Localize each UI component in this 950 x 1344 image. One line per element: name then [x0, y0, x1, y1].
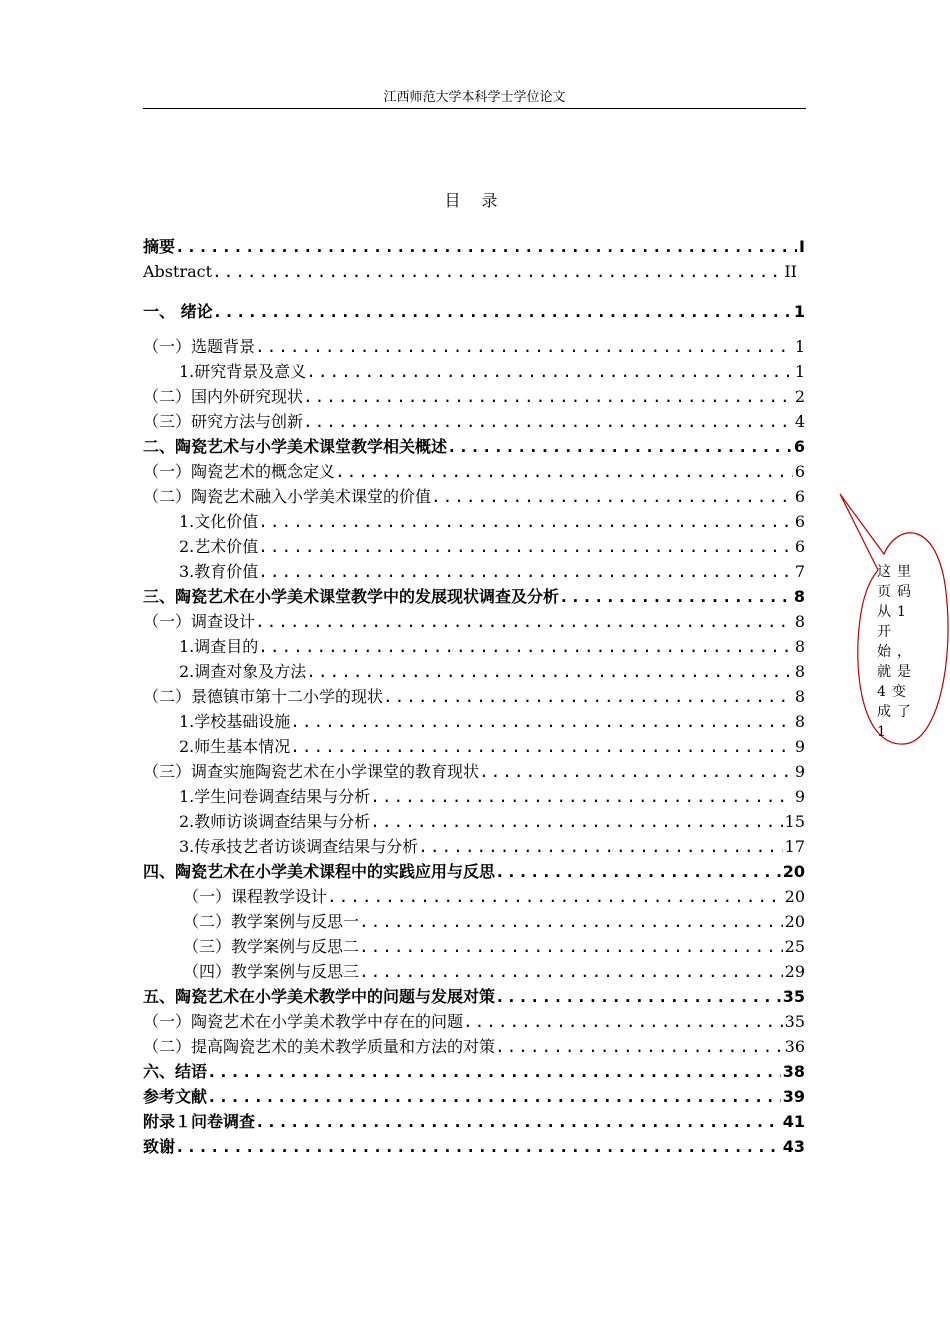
- toc-entry[interactable]: [183, 886, 805, 908]
- toc-dot-leader: [175, 1136, 781, 1158]
- toc-entry-page: 1: [793, 302, 805, 321]
- toc-dot-leader: [258, 636, 793, 658]
- toc-dot-leader: [359, 911, 783, 933]
- toc-entry[interactable]: [143, 586, 805, 608]
- toc-entry[interactable]: [143, 436, 805, 458]
- toc-entry[interactable]: [183, 911, 805, 933]
- toc-entry-title: （一）陶瓷艺术在小学美术教学中存在的问题: [143, 1012, 464, 1031]
- toc-entry-page: 15: [784, 812, 805, 831]
- toc-entry-title: （一）课程教学设计: [183, 887, 328, 906]
- toc-entry-page: 6: [794, 512, 805, 531]
- toc-entry-title: （一）选题背景: [143, 337, 256, 356]
- toc-entry-title: 2.师生基本情况: [179, 737, 291, 756]
- toc-entry[interactable]: [143, 1111, 805, 1133]
- toc-dot-leader: [383, 686, 793, 708]
- toc-entry-page: 8: [794, 662, 805, 681]
- toc-dot-leader: [359, 936, 783, 958]
- toc-entry-page: 8: [794, 637, 805, 656]
- toc-dot-leader: [212, 261, 782, 283]
- toc-entry-title: 1.调查目的: [179, 637, 259, 656]
- toc-entry-title: Abstract: [143, 262, 213, 281]
- toc-entry-page: 8: [794, 712, 805, 731]
- callout-comment-text: 这里页码从1开始，就是4变成了1: [877, 564, 917, 740]
- toc-entry-page: 41: [782, 1112, 805, 1131]
- toc-entry-title: 3.传承技艺者访谈调查结果与分析: [179, 837, 419, 856]
- toc-dot-leader: [306, 661, 793, 683]
- toc-entry[interactable]: [143, 686, 805, 708]
- toc-entry[interactable]: [183, 936, 805, 958]
- toc-entry-title: 2.教师访谈调查结果与分析: [179, 812, 371, 831]
- toc-entry-page: 20: [784, 912, 805, 931]
- toc-entry-page: 4: [794, 412, 805, 431]
- toc-entry[interactable]: [179, 736, 805, 758]
- toc-dot-leader: [255, 1111, 781, 1133]
- toc-entry-page: 8: [793, 587, 805, 606]
- toc-dot-leader: [370, 811, 782, 833]
- toc-entry-page: 6: [793, 437, 805, 456]
- toc-entry[interactable]: [183, 961, 805, 983]
- toc-entry-page: 9: [794, 762, 805, 781]
- toc-entry-title: （二）教学案例与反思一: [183, 912, 360, 931]
- toc-dot-leader: [495, 986, 781, 1008]
- toc-entry[interactable]: [179, 786, 805, 808]
- toc-dot-leader: [479, 761, 793, 783]
- toc-dot-leader: [213, 301, 792, 323]
- toc-entry[interactable]: [143, 261, 797, 283]
- toc-entry[interactable]: [179, 711, 805, 733]
- toc-entry[interactable]: [179, 836, 805, 858]
- toc-dot-leader: [258, 536, 793, 558]
- toc-dot-leader: [290, 736, 793, 758]
- toc-entry[interactable]: [179, 661, 805, 683]
- toc-entry-page: 17: [784, 837, 805, 856]
- toc-dot-leader: [559, 586, 792, 608]
- toc-entry-title: （一）陶瓷艺术的概念定义: [143, 462, 336, 481]
- toc-entry[interactable]: [179, 811, 805, 833]
- toc-entry-title: （一）调查设计: [143, 612, 256, 631]
- running-header: 江西师范大学本科学士学位论文: [383, 90, 566, 105]
- toc-entry-title: （二）陶瓷艺术融入小学美术课堂的价值: [143, 487, 432, 506]
- toc-entry-title: （二）景德镇市第十二小学的现状: [143, 687, 384, 706]
- toc-entry-title: 1.学校基础设施: [179, 712, 291, 731]
- toc-entry-title: 2.调查对象及方法: [179, 662, 307, 681]
- toc-entry-title: （三）教学案例与反思二: [183, 937, 360, 956]
- toc-entry-page: 6: [794, 487, 805, 506]
- toc-entry[interactable]: [143, 1011, 805, 1033]
- toc-entry-title: 五、陶瓷艺术在小学美术教学中的问题与发展对策: [143, 987, 496, 1006]
- toc-entry-title: （四）教学案例与反思三: [183, 962, 360, 981]
- toc-dot-leader: [255, 336, 793, 358]
- toc-entry-page: 9: [794, 787, 805, 806]
- toc-entry-title: （二）提高陶瓷艺术的美术教学质量和方法的对策: [143, 1037, 496, 1056]
- toc-entry[interactable]: [179, 636, 805, 658]
- toc-dot-leader: [303, 411, 793, 433]
- toc-dot-leader: [303, 386, 793, 408]
- toc-dot-leader: [175, 236, 797, 258]
- toc-entry-title: 2.艺术价值: [179, 537, 259, 556]
- toc-entry-title: （二）国内外研究现状: [143, 387, 304, 406]
- toc-entry[interactable]: [143, 336, 805, 358]
- toc-entry-page: 6: [794, 462, 805, 481]
- toc-entry-title: 1.文化价值: [179, 512, 259, 531]
- toc-entry-page: 38: [782, 1062, 805, 1081]
- toc-dot-leader: [370, 786, 793, 808]
- toc-entry[interactable]: [143, 1061, 805, 1083]
- toc-entry-title: （三）调查实施陶瓷艺术在小学课堂的教育现状: [143, 762, 480, 781]
- toc-entry[interactable]: [179, 511, 805, 533]
- toc-dot-leader: [447, 436, 792, 458]
- toc-entry[interactable]: [143, 486, 805, 508]
- toc-entry[interactable]: [143, 611, 805, 633]
- toc-entry-page: 9: [794, 737, 805, 756]
- toc-entry-title: 二、陶瓷艺术与小学美术课堂教学相关概述: [143, 437, 448, 456]
- toc-entry[interactable]: [143, 1086, 805, 1108]
- toc-entry-title: （三）研究方法与创新: [143, 412, 304, 431]
- toc-dot-leader: [335, 461, 793, 483]
- toc-entry[interactable]: [143, 386, 805, 408]
- toc-entry-page: 35: [784, 1012, 805, 1031]
- toc-entry-page: II: [784, 262, 797, 281]
- toc-dot-leader: [255, 611, 793, 633]
- toc-dot-leader: [495, 861, 781, 883]
- toc-dot-leader: [463, 1011, 783, 1033]
- toc-entry-title: 一、 绪论: [143, 302, 213, 321]
- toc-dot-leader: [306, 361, 793, 383]
- toc-entry-page: 8: [794, 612, 805, 631]
- toc-entry[interactable]: [143, 461, 805, 483]
- toc-entry[interactable]: [143, 236, 805, 258]
- toc-dot-leader: [327, 886, 783, 908]
- toc-entry-page: 1: [794, 337, 805, 356]
- toc-entry-title: 三、陶瓷艺术在小学美术课堂教学中的发展现状调查及分析: [143, 587, 560, 606]
- toc-entry[interactable]: [143, 761, 805, 783]
- toc-entry-title: 1.学生问卷调查结果与分析: [179, 787, 371, 806]
- toc-entry-page: 36: [784, 1037, 805, 1056]
- toc-entry[interactable]: [143, 861, 805, 883]
- toc-entry-page: 6: [794, 537, 805, 556]
- toc-entry-page: 7: [794, 562, 805, 581]
- toc-entry-page: 43: [782, 1137, 805, 1156]
- toc-entry-title: 参考文献: [143, 1087, 208, 1106]
- toc-entry-page: 1: [794, 362, 805, 381]
- toc-entry-page: 39: [782, 1087, 805, 1106]
- toc-title: 目 录: [444, 191, 506, 210]
- toc-entry-page: 20: [782, 862, 805, 881]
- toc-dot-leader: [258, 561, 793, 583]
- toc-entry[interactable]: [143, 1036, 805, 1058]
- toc-entry-title: 1.研究背景及意义: [179, 362, 307, 381]
- toc-entry-title: 致谢: [143, 1137, 176, 1156]
- toc-entry-title: 附录１问卷调查: [143, 1112, 256, 1131]
- toc-entry[interactable]: [179, 536, 805, 558]
- header-rule: [143, 108, 806, 109]
- toc-dot-leader: [495, 1036, 783, 1058]
- toc-entry[interactable]: [143, 986, 805, 1008]
- toc-entry-title: 六、结语: [143, 1062, 208, 1081]
- toc-entry-title: 摘要: [143, 237, 176, 256]
- toc-entry[interactable]: [143, 301, 805, 323]
- toc-entry-page: 25: [784, 937, 805, 956]
- toc-dot-leader: [258, 511, 793, 533]
- toc-entry-page: 8: [794, 687, 805, 706]
- toc-dot-leader: [207, 1086, 781, 1108]
- toc-entry-page: 2: [794, 387, 805, 406]
- toc-entry[interactable]: [179, 361, 805, 383]
- toc-entry[interactable]: [143, 1136, 805, 1158]
- toc-entry-title: 3.教育价值: [179, 562, 259, 581]
- toc-dot-leader: [431, 486, 793, 508]
- toc-entry-page: 20: [784, 887, 805, 906]
- toc-entry[interactable]: [143, 411, 805, 433]
- toc-entry-page: 29: [784, 962, 805, 981]
- toc-dot-leader: [207, 1061, 781, 1083]
- toc-dot-leader: [359, 961, 783, 983]
- toc-entry-title: 四、陶瓷艺术在小学美术课程中的实践应用与反思: [143, 862, 496, 881]
- toc-entry-page: I: [799, 237, 805, 256]
- toc-dot-leader: [418, 836, 782, 858]
- toc-entry-page: 35: [782, 987, 805, 1006]
- toc-dot-leader: [290, 711, 793, 733]
- toc-entry[interactable]: [179, 561, 805, 583]
